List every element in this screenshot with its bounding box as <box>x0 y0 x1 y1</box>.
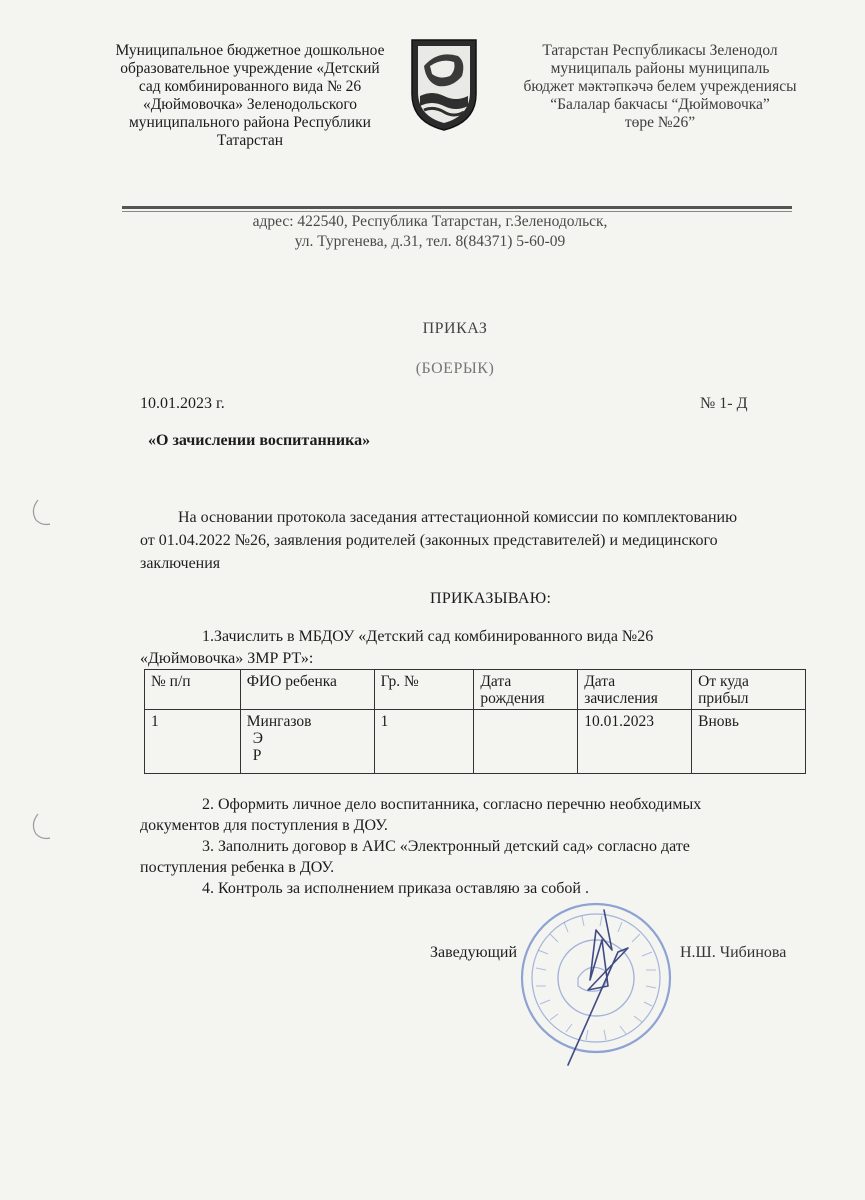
header-right-line: “Балалар бакчасы “Дюймовочка” <box>550 96 770 113</box>
order-basis <box>140 506 800 575</box>
th-from-line-2: прибыл <box>698 690 749 707</box>
order-number: № 1- Д <box>700 395 748 412</box>
table-row <box>145 710 806 774</box>
header-left-line: Муниципальное бюджетное дошкольное <box>115 42 385 59</box>
th-from <box>692 670 806 710</box>
item-2-line-2: документов для поступления в ДОУ. <box>140 817 388 834</box>
order-date: 10.01.2023 г. <box>140 395 225 412</box>
header-right-line: Татарстан Республикасы Зеленодол <box>542 42 778 59</box>
item-1-line-1: 1.Зачислить в МБДОУ «Детский сад комбинированного вида №26 <box>202 628 654 645</box>
td-group: 1 <box>374 710 474 774</box>
item-1-line-2: «Дюймовочка» ЗМР РТ»: <box>140 650 314 667</box>
header-left-line: «Дюймовочка» Зеленодольского <box>142 96 358 113</box>
td-name-surname: Мингазов <box>246 713 312 730</box>
th-enroll-line-1: Дата <box>584 673 616 690</box>
td-from: Вновь <box>692 710 806 774</box>
th-birth-line-1: Дата <box>480 673 512 690</box>
th-enroll-line-2: зачисления <box>584 690 658 707</box>
header-left-line: муниципального района Республики <box>129 114 371 131</box>
th-num: № п/п <box>145 670 241 710</box>
order-items <box>140 794 800 899</box>
header-right-line: муниципаль районы муниципаль <box>550 60 770 77</box>
signatory-name: Н.Ш. Чибинова <box>680 944 787 961</box>
item-3-line-2: поступления ребенка в ДОУ. <box>140 859 335 876</box>
th-birth-line-2: рождения <box>480 690 545 707</box>
header-left-line: Татарстан <box>216 132 284 149</box>
address-block <box>150 212 710 252</box>
td-birth <box>474 710 578 774</box>
item-3-line-1: 3. Заполнить договор в АИС «Электронный детский сад» согласно дате <box>202 838 690 855</box>
punch-hole-mark-icon <box>28 494 68 534</box>
enrollment-table <box>144 669 806 774</box>
td-num: 1 <box>145 710 241 774</box>
header-right-line: бюджет мәктәпкәчә белем учреждениясы <box>523 78 797 95</box>
order-subject: «О зачислении воспитанника» <box>148 432 371 449</box>
order-item-1 <box>140 626 800 670</box>
th-from-line-1: От куда <box>698 673 749 690</box>
th-enroll <box>578 670 692 710</box>
document-title: ПРИКАЗ <box>422 320 488 337</box>
th-birth <box>474 670 578 710</box>
td-name-initial-1: Э <box>252 730 263 747</box>
td-name-initial-2: Р <box>252 747 262 764</box>
header-right-line: төре №26” <box>624 114 696 131</box>
order-keyword: ПРИКАЗЫВАЮ: <box>430 590 552 607</box>
basis-line-2: от 01.04.2022 №26, заявления родителей (законных представителей) и медицинского <box>140 532 718 549</box>
th-name: ФИО ребенка <box>240 670 374 710</box>
item-2-line-1: 2. Оформить личное дело воспитанника, согласно перечню необходимых <box>202 796 702 813</box>
header-right-org-name <box>500 42 820 132</box>
th-group: Гр. № <box>374 670 474 710</box>
item-4: 4. Контроль за исполнением приказа оставляю за собой . <box>202 880 589 897</box>
address-line-2: ул. Тургенева, д.31, тел. 8(84371) 5-60-09 <box>294 233 566 250</box>
table-header-row <box>145 670 806 710</box>
header-left-org-name <box>100 42 400 150</box>
td-name <box>240 710 374 774</box>
header-left-line: сад комбинированного вида № 26 <box>138 78 362 95</box>
punch-hole-mark-icon <box>28 808 68 848</box>
td-enroll: 10.01.2023 <box>578 710 692 774</box>
header-left-line: образовательное учреждение «Детский <box>120 60 380 77</box>
document-subtitle: (БОЕРЫК) <box>415 360 495 377</box>
official-stamp-icon <box>508 890 678 1070</box>
address-line-1: адрес: 422540, Республика Татарстан, г.Зеленодольск, <box>252 213 608 230</box>
coat-of-arms-icon <box>408 36 480 132</box>
basis-line-1: На основании протокола заседания аттестационной комиссии по комплектованию <box>178 509 738 526</box>
signatory-role: Заведующий <box>430 944 518 961</box>
basis-line-3: заключения <box>140 555 221 572</box>
header-divider-thick <box>122 206 792 209</box>
